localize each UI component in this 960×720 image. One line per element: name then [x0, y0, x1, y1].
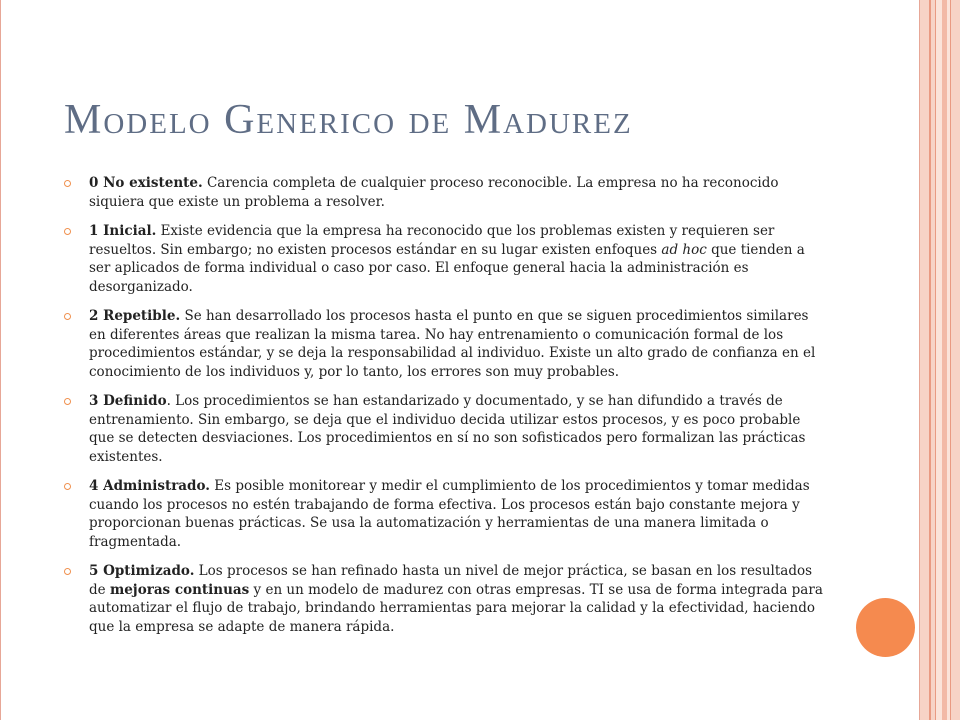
decorative-stripes: [920, 0, 960, 720]
bullet-icon: [64, 483, 71, 490]
item-text: Carencia completa de cualquier proceso reconocible. La empresa no ha reconocido siquiera que existe un problema a resolver.: [89, 175, 779, 210]
item-text-end: que tienden a ser aplicados de forma individual o caso por caso. El enfoque general hacia la administración es desorganizado.: [89, 241, 805, 295]
bullet-icon: [64, 313, 71, 320]
item-bold-text: mejoras continuas: [109, 581, 250, 598]
item-text: . Los procedimientos se han estandarizado y documentado, y se han difundido a través de entrenamiento. Sin embargo, se deja que el individuo decida utilizar estos procesos, y es poco probable que se detecten desviaciones. Los procedimientos en sí no son sofisticados pero formalizan las prácticas existentes.: [89, 393, 806, 465]
item-term: 3 Definido: [89, 393, 167, 409]
decorative-circle-icon: [856, 598, 915, 657]
bullet-icon: [64, 180, 71, 187]
item-text: Se han desarrollado los procesos hasta el punto en que se siguen procedimientos similares en diferentes áreas que realizan la misma tarea. No hay entrenamiento o comunicación formal de los procedimientos estándar, y se deja la responsabilidad al individuo. Existe un alto grado de confianza en el conocimiento de los individuos y, por lo tanto, los errores son muy probables.: [89, 308, 816, 380]
item-text: Existe evidencia que la empresa ha reconocido que los problemas existen y requieren ser resueltos. Sin embargo; no existen procesos estándar en su lugar existen enfoques: [89, 223, 775, 258]
item-term: 2 Repetible.: [89, 308, 181, 324]
bullet-list: [64, 174, 824, 647]
bullet-icon: [64, 398, 71, 405]
slide-title: Modelo Generico de Madurez: [64, 97, 633, 143]
item-term: 5 Optimizado.: [89, 563, 195, 579]
list-item-level-2: [64, 307, 824, 381]
bullet-icon: [64, 228, 71, 235]
bullet-icon: [64, 568, 71, 575]
list-item-level-3: [64, 392, 824, 466]
item-text: Es posible monitorear y medir el cumplimiento de los procedimientos y tomar medidas cuando los procesos no estén trabajando de forma efectiva. Los procesos están bajo constante mejora y proporcionan buenas prácticas. Se usa la automatización y herramientas de una manera limitada o fragmentada.: [89, 478, 810, 550]
list-item-level-1: [64, 222, 824, 296]
list-item-level-5: [64, 562, 824, 636]
item-term: 4 Administrado.: [89, 478, 210, 494]
item-term: 1 Inicial.: [89, 223, 157, 239]
item-term: 0 No existente.: [89, 175, 203, 191]
list-item-level-4: [64, 477, 824, 551]
item-text: Los procesos se han refinado hasta un nivel de mejor práctica, se basan en los resultados de: [89, 563, 813, 598]
list-item-level-0: [64, 174, 824, 211]
item-text-end: y en un modelo de madurez con otras empresas. TI se usa de forma integrada para automatizar el flujo de trabajo, brindando herramientas para mejorar la calidad y la efectividad, haciendo que la empresa se adapte de manera rápida.: [89, 581, 823, 635]
item-italic-text: ad hoc: [661, 241, 707, 258]
